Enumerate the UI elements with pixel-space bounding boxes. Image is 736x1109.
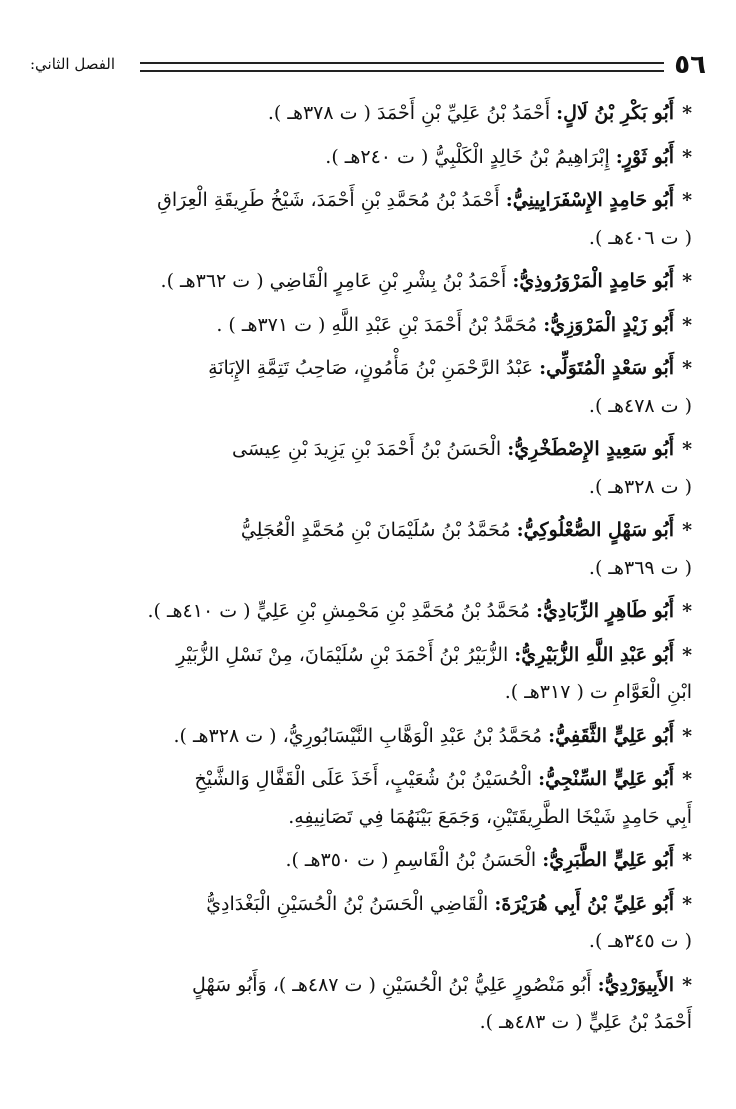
entry	[36, 637, 692, 712]
entry-text: أَبُو مَنْصُورٍ عَلِيُّ بْنُ الْحُسَيْنِ ( ت ٤٨٧هـ )، وَأَبُو سَهْلٍ	[192, 973, 592, 996]
entry-continuation: ( ت ٣٦٩هـ ).	[588, 556, 692, 579]
entry-text: مُحَمَّدُ بْنُ أَحْمَدَ بْنِ عَبْدِ اللَّهِ ( ت ٣٧١هـ ) .	[216, 313, 538, 336]
bullet-marker: *	[682, 849, 692, 871]
entry-text: الْحُسَيْنُ بْنُ شُعَيْبٍ، أَخَذَ عَلَى الْقَفَّالِ وَالشَّيْخِ	[194, 768, 533, 790]
entry-text: الْحَسَنُ بْنُ الْقَاسِمِ ( ت ٣٥٠هـ ).	[285, 849, 537, 871]
entry-name: أَبُو طَاهِرٍ الزِّبَادِيُّ:	[536, 600, 675, 622]
entry-name: أَبُو حَامِدٍ الإِسْفَرَايِينِيُّ:	[505, 189, 675, 211]
entry	[36, 307, 692, 345]
entry-continuation: ( ت ٣٢٨هـ ).	[588, 475, 692, 498]
entry	[36, 263, 692, 301]
entry-name: أَبُو سَعْدٍ الْمُتَوَلِّي:	[539, 357, 675, 379]
entry-name: الأَبِيوَرْدِيُّ:	[597, 973, 675, 996]
bullet-marker: *	[682, 102, 692, 124]
entry-name: أَبُو سَهْلٍ الصُّعْلُوكِيُّ:	[516, 519, 675, 541]
entry	[36, 350, 692, 425]
entry-text: أَحْمَدُ بْنُ بِشْرِ بْنِ عَامِرٍ الْقَاضِي ( ت ٣٦٢هـ ).	[160, 270, 507, 292]
bullet-marker: *	[682, 643, 692, 666]
entry	[36, 512, 692, 587]
entry-continuation: أَحْمَدُ بْنُ عَلِيٍّ ( ت ٤٨٣هـ ).	[479, 1011, 692, 1033]
bullet-marker: *	[682, 892, 692, 915]
page-number: ٥٦	[674, 50, 706, 80]
entry-continuation: ابْنِ الْعَوَّامِ ت ( ٣١٧هـ ).	[504, 681, 692, 703]
entry-text: أَحْمَدُ بْنُ مُحَمَّدِ بْنِ أَحْمَدَ، شَيْخُ طَرِيقَةِ الْعِرَاقِ	[157, 189, 500, 211]
entry-text: عَبْدُ الرَّحْمَنِ بْنُ مَأْمُونٍ، صَاحِبُ تَتِمَّةِ الإِبَانَةِ	[208, 357, 534, 379]
entry-name: أَبُو عَلِيٍّ السِّنْجِيُّ:	[538, 768, 675, 790]
bullet-marker: *	[682, 768, 692, 790]
bullet-marker: *	[682, 313, 692, 336]
entry	[36, 139, 692, 177]
entry	[36, 886, 692, 961]
entry	[36, 182, 692, 257]
entry-text: الْقَاضِي الْحَسَنُ بْنُ الْحُسَيْنِ الْبَغْدَادِيُّ	[206, 892, 489, 915]
entry-text: أَحْمَدُ بْنُ عَلِيِّ بْنِ أَحْمَدَ ( ت ٣٧٨هـ ).	[267, 102, 551, 124]
bullet-marker: *	[682, 357, 692, 379]
chapter-title: الفصل الثاني:	[30, 55, 116, 73]
entry-name: أَبُو ثَوْرٍ:	[615, 145, 675, 168]
entry-name: أَبُو زَيْدٍ الْمَرْوَزِيُّ:	[543, 313, 675, 336]
bullet-marker: *	[682, 519, 692, 541]
entry	[36, 95, 692, 133]
entry-text: مُحَمَّدُ بْنُ مُحَمَّدِ بْنِ مَحْمِشِ بْنِ عَلِيٍّ ( ت ٤١٠هـ ).	[147, 600, 530, 622]
bullet-marker: *	[682, 189, 692, 211]
entry-name: أَبُو بَكْرِ بْنُ لَالٍ:	[556, 102, 675, 124]
entries-list	[36, 95, 692, 1048]
entry	[36, 431, 692, 506]
bullet-marker: *	[682, 145, 692, 168]
entry-text: إِبْرَاهِيمُ بْنُ خَالِدٍ الْكَلْبِيُّ ( ت ٢٤٠هـ ).	[325, 145, 610, 168]
entry-name: أَبُو عَلِيٍّ الطَّبَرِيُّ:	[542, 849, 675, 871]
entry	[36, 967, 692, 1042]
entry	[36, 842, 692, 880]
entry-name: أَبُو عَلِيٍّ الثَّقَفِيُّ:	[548, 724, 675, 747]
entry	[36, 718, 692, 756]
entry-text: مُحَمَّدُ بْنُ سُلَيْمَانَ بْنِ مُحَمَّدٍ الْعُجَلِيُّ	[240, 519, 511, 541]
entry-text: مُحَمَّدُ بْنُ عَبْدِ الْوَهَّابِ النَّيْسَابُورِيُّ، ( ت ٣٢٨هـ ).	[173, 724, 543, 747]
entry	[36, 593, 692, 631]
entry-continuation: ( ت ٤٠٦هـ ).	[588, 226, 692, 249]
entry-continuation: ( ت ٣٤٥هـ ).	[588, 930, 692, 952]
page-header	[30, 48, 706, 82]
entry-name: أَبُو عَبْدِ اللَّهِ الزُّبَيْرِيُّ:	[514, 643, 675, 666]
bullet-marker: *	[682, 724, 692, 747]
entry	[36, 761, 692, 836]
entry-continuation: ( ت ٤٧٨هـ ).	[588, 394, 692, 417]
entry-name: أَبُو سَعِيدٍ الإِصْطَخْرِيُّ:	[507, 438, 675, 460]
bullet-marker: *	[682, 973, 692, 996]
entry-text: الزُّبَيْرُ بْنُ أَحْمَدَ بْنِ سُلَيْمَانَ، مِنْ نَسْلِ الزُّبَيْرِ	[176, 643, 509, 666]
header-rule	[140, 62, 664, 72]
entry-continuation: أَبِي حَامِدٍ شَيْخَا الطَّرِيقَتَيْنِ، وَجَمَعَ بَيْنَهُمَا فِي تَصَانِيفِهِ.	[288, 805, 692, 828]
entry-name: أَبُو عَلِيِّ بْنُ أَبِي هُرَيْرَةَ:	[494, 892, 675, 915]
entry-text: الْحَسَنُ بْنُ أَحْمَدَ بْنِ يَزِيدَ بْنِ عِيسَى	[232, 438, 502, 460]
bullet-marker: *	[682, 438, 692, 460]
entry-name: أَبُو حَامِدٍ الْمَرْوَرُوذِيُّ:	[512, 270, 675, 292]
bullet-marker: *	[682, 600, 692, 622]
bullet-marker: *	[682, 270, 692, 292]
